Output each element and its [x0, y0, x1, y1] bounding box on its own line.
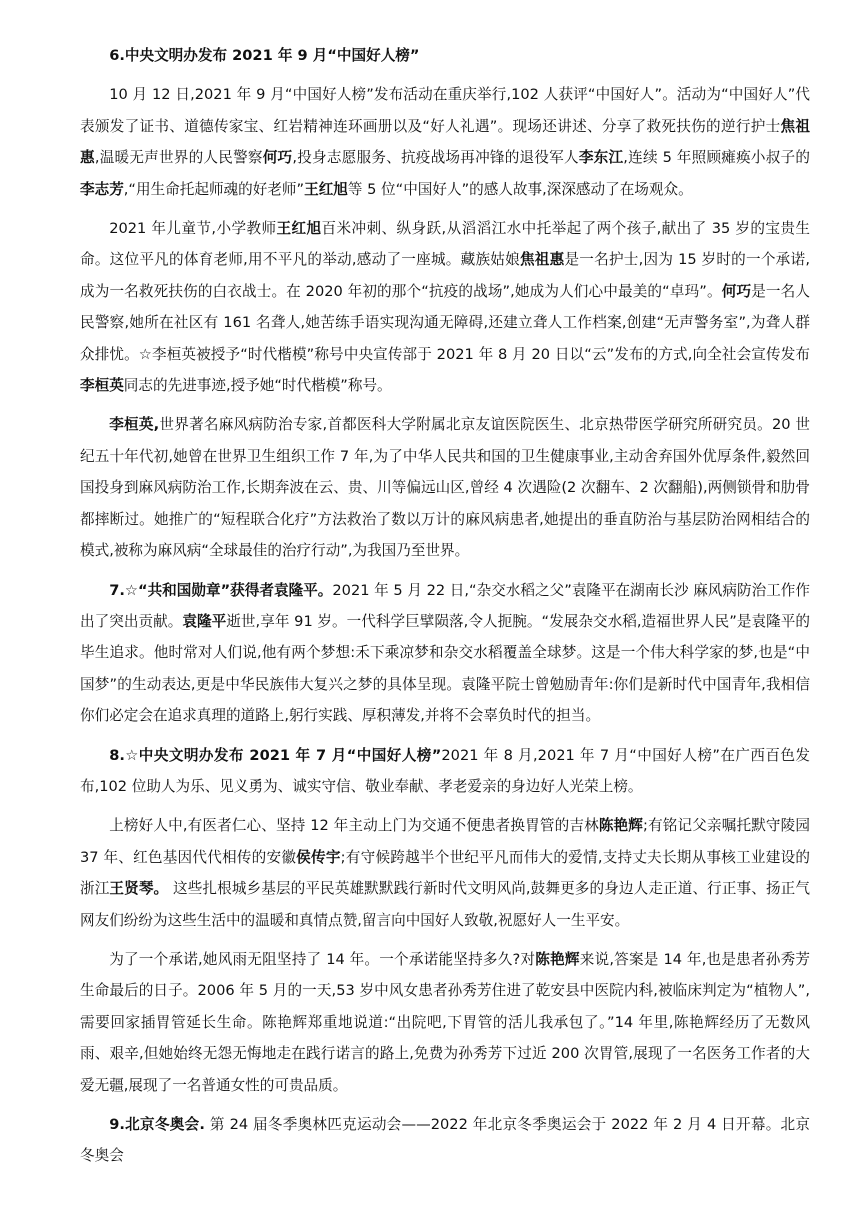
person-name: 王贤琴。 [109, 880, 169, 898]
text-run: 2021 年儿童节,小学教师 [109, 220, 277, 238]
document-page [80, 40, 810, 1180]
paragraph-yuan-longping [80, 575, 810, 732]
text-run: 逝世,享年 91 岁。一代科学巨擘陨落,令人扼腕。“发展杂交水稻,造福世界人民”是袁隆平的毕生追求。他时常对人们说,他有两个梦想:禾下乘凉梦和杂交水稻覆盖全球梦。这是一个伟大科学家的梦,也是“中国梦”的生动表达,更是中华民族伟大复兴之梦的具体呈现。袁隆平院士曾勉励青年:你们是新时代中国青年,我相信你们必定会在追求真理的道路上,躬行实践、厚积薄发,并将不会辜负时代的担当。 [80, 612, 810, 725]
text-run: 2021 年 8 月,2021 年 7 月“中国好人榜”在广西百色发布,102 位助人为乐、见义勇为、诚实守信、敬业奉献、孝老爱亲的身边好人光荣上榜。 [80, 746, 810, 795]
section-heading-8: 8.☆中央文明办发布 2021 年 7 月“中国好人榜” [109, 746, 442, 764]
person-name: 焦祖惠 [519, 251, 565, 269]
person-name: 袁隆平 [182, 612, 227, 630]
text-run: ,“用生命托起师魂的好老师” [123, 180, 305, 198]
text-run: 10 月 12 日,2021 年 9 月“中国好人榜”发布活动在重庆举行,102 人获评“中国好人”。活动为“中国好人”代表颁发了证书、道德传家宝、红岩精神连环画册以及“好人礼遇”。现场还讲述、分享了救死扶伤的逆行护士 [80, 86, 810, 135]
text-run: ;有铭记父亲嘱托默守陵园 37 年、红色基因代代相传的安徽 [80, 817, 810, 866]
text-run: 2021 年 5 月 22 日,“杂交水稻之父”袁隆平在湖南长沙 麻风病防治工作作出了突出贡献。 [80, 581, 810, 630]
text-run: ;有守候跨越半个世纪平凡而伟大的爱情,支持丈夫长期从事核工业建设的浙江 [80, 848, 810, 898]
person-name: 陈艳辉 [535, 950, 580, 968]
text-run: 百米冲刺、纵身跃,从滔滔江水中托举起了两个孩子,献出了 35 岁的宝贵生命。这位平凡的体育老师,用不平凡的举动,感动了一座城。藏族姑娘 [80, 220, 810, 269]
text-run: 同志的先进事迹,授予她“时代楷模”称号。 [123, 377, 392, 395]
heading-text: 6.中央文明办发布 2021 年 9 月“中国好人榜” [109, 47, 420, 64]
person-name: 王红旭 [304, 180, 348, 198]
person-name: 李东江 [578, 149, 624, 167]
paragraph-good-people-july [80, 740, 810, 803]
person-name: 李桓英, [109, 416, 160, 434]
text-run: 是一名人民警察,她所在社区有 161 名聋人,她苦练手语实现沟通无障碍,还建立聋人工作档案,创建“无声警务室”,为聋人群众排忧。☆李桓英被授予“时代楷模”称号中央宣传部于 2021 年 8 月 20 日以“云”发布的方式,向全社会宣传发布 [80, 282, 810, 363]
text-run: ,连续 5 年照顾瘫痪小叔子的 [623, 149, 810, 167]
paragraph-good-people-list [80, 810, 810, 936]
text-run: 是一名护士,因为 15 岁时的一个承诺,成为一名救死扶伤的白衣战士。在 2020 年初的那个“抗疫的战场”,她成为人们心中最美的“卓玛”。 [80, 251, 810, 300]
person-name: 王红旭 [276, 220, 322, 238]
section-heading-9: 9.北京冬奥会. [109, 1116, 205, 1133]
paragraph-beijing-winter-olympics [80, 1109, 810, 1172]
text-run: 等 5 位“中国好人”的感人故事,深深感动了在场观众。 [347, 180, 693, 198]
person-name: 侯传宇 [296, 848, 341, 866]
text-run: 这些扎根城乡基层的平民英雄默默践行新时代文明风尚,鼓舞更多的身边人走正道、行正事、扬正气网友们纷纷为这些生活中的温暖和真情点赞,留言向中国好人致敬,祝愿好人一生平安。 [80, 880, 810, 929]
text-run: 为了一个承诺,她风雨无阻坚持了 14 年。一个承诺能坚持多久?对 [109, 950, 536, 968]
paragraph-li-huanying [80, 409, 810, 566]
paragraph-good-people-sept-event [80, 79, 810, 205]
text-run: ,温暖无声世界的人民警察 [94, 149, 263, 167]
person-name: 何巧 [721, 282, 752, 300]
person-name: 李志芳 [80, 180, 124, 198]
text-run: ,投身志愿服务、抗疫战场再冲锋的退役军人 [292, 149, 579, 167]
person-name: 李桓英 [80, 377, 124, 395]
text-run: 来说,答案是 14 年,也是患者孙秀芳生命最后的日子。2006 年 5 月的一天,53 岁中风女患者孙秀芳住进了乾安县中医院内科,被临床判定为“植物人”,需要回家插胃管延长生命。陈艳辉郑重地说道:“出院吧,下胃管的活儿我承包了。”14 年里,陈艳辉经历了无数风雨、艰辛,但她始终无怨无悔地走在践行诺言的路上,免费为孙秀芳下过近 200 次胃管,展现了一名医务工作者的大爱无疆,展现了一名普通女性的可贵品质。 [80, 950, 810, 1094]
person-name: 陈艳辉 [598, 817, 644, 835]
text-run: 上榜好人中,有医者仁心、坚持 12 年主动上门为交通不便患者换胃管的吉林 [109, 817, 599, 835]
section-heading-6 [80, 40, 810, 71]
paragraph-chen-yanhui [80, 944, 810, 1101]
section-heading-7: 7.☆“共和国勋章”获得者袁隆平。 [109, 581, 333, 599]
paragraph-good-people-stories [80, 213, 810, 401]
person-name: 焦祖惠 [80, 117, 810, 167]
person-name: 何巧 [262, 149, 293, 167]
text-run: 世界著名麻风病防治专家,首都医科大学附属北京友谊医院医生、北京热带医学研究所研究员。20 世纪五十年代初,她曾在世界卫生组织工作 7 年,为了中华人民共和国的卫生健康事业,主动舍弃国外优厚条件,毅然回国投身到麻风病防治工作,长期奔波在云、贵、川等偏远山区,曾经 4 次遇险(2 次翻车、2 次翻船),两侧锁骨和肋骨都摔断过。她推广的“短程联合化疗”方法救治了数以万计的麻风病患者,她提出的垂直防治与基层防治网相结合的模式,被称为麻风病“全球最佳的治疗行动”,为我国乃至世界。 [80, 416, 810, 560]
text-run: 第 24 届冬季奥林匹克运动会——2022 年北京冬季奥运会于 2022 年 2 月 4 日开幕。北京冬奥会 [80, 1116, 810, 1165]
